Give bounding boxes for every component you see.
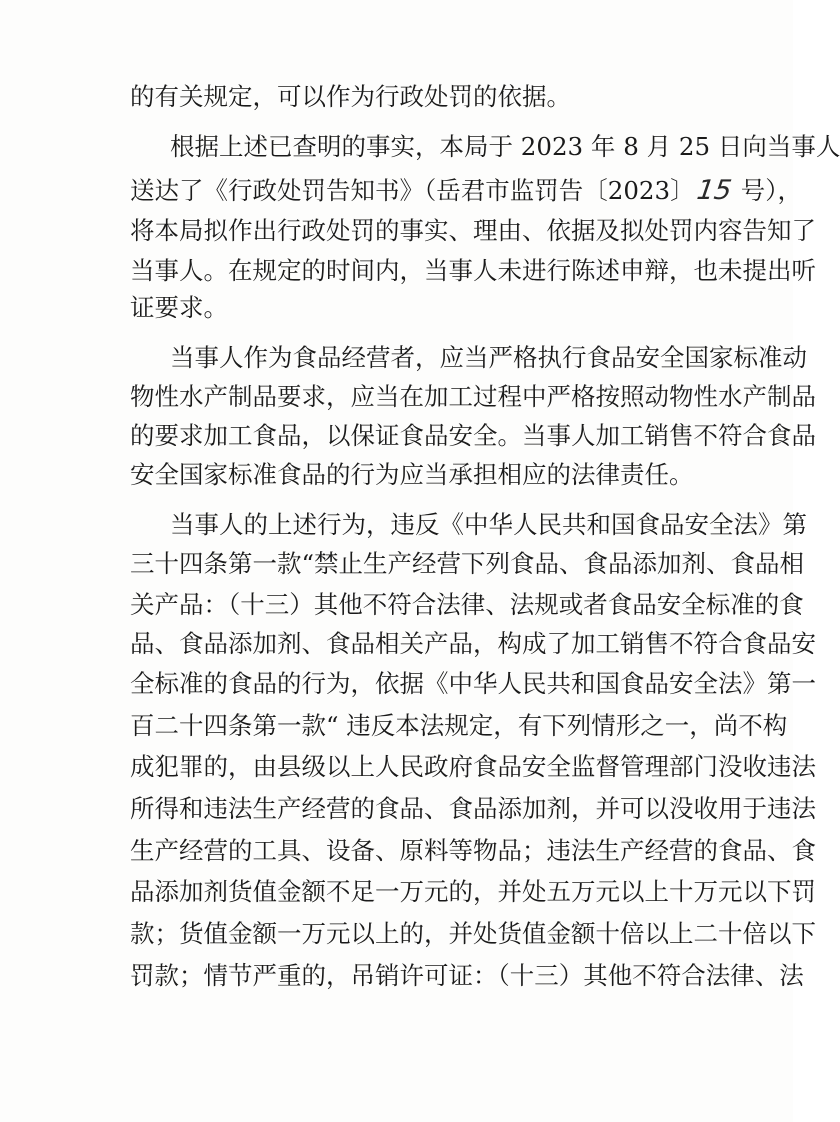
text-line: 款；货值金额一万元以上的，并处货值金额十倍以上二十倍以下 bbox=[130, 919, 816, 948]
text-line: 的有关规定，可以作为行政处罚的依据。 bbox=[130, 82, 571, 111]
text-line: 当事人作为食品经营者，应当严格执行食品安全国家标准动 bbox=[170, 343, 807, 372]
text-line: 根据上述已查明的事实，本局于 2023 年 8 月 25 日向当事人 bbox=[170, 132, 840, 161]
text-line: 所得和违法生产经营的食品、食品添加剂，并可以没收用于违法 bbox=[130, 794, 816, 823]
text-line: 当事人的上述行为，违反《中华人民共和国食品安全法》第 bbox=[170, 510, 807, 539]
text-line: 罚款；情节严重的，吊销许可证：（十三）其他不符合法律、法 bbox=[130, 961, 804, 990]
text-line: 安全国家标准食品的行为应当承担相应的法律责任。 bbox=[130, 460, 694, 489]
text-line: 证要求。 bbox=[130, 293, 228, 322]
text-segment: 送达了《行政处罚告知书》（岳君市监罚告〔2023〕 bbox=[130, 176, 695, 205]
text-line: 当事人。在规定的时间内，当事人未进行陈述申辩，也未提出听 bbox=[130, 256, 816, 285]
text-line bbox=[130, 176, 802, 206]
text-line: 的要求加工食品，以保证食品安全。当事人加工销售不符合食品 bbox=[130, 421, 816, 450]
handwritten-number: 15 bbox=[694, 175, 734, 206]
text-line: 成犯罪的，由县级以上人民政府食品安全监督管理部门没收违法 bbox=[130, 752, 816, 781]
text-line: 全标准的食品的行为，依据《中华人民共和国食品安全法》第一 bbox=[130, 669, 816, 698]
text-segment: 号）， bbox=[732, 176, 803, 205]
text-line: 品、食品添加剂、食品相关产品，构成了加工销售不符合食品安 bbox=[130, 629, 816, 658]
text-line: 百二十四条第一款“ 违反本法规定，有下列情形之一，尚不构 bbox=[130, 711, 788, 740]
text-line: 品添加剂货值金额不足一万元的，并处五万元以上十万元以下罚 bbox=[130, 877, 816, 906]
text-line: 将本局拟作出行政处罚的事实、理由、依据及拟处罚内容告知了 bbox=[130, 216, 816, 245]
text-line: 生产经营的工具、设备、原料等物品；违法生产经营的食品、食 bbox=[130, 836, 816, 865]
text-line: 关产品：（十三）其他不符合法律、法规或者食品安全标准的食 bbox=[130, 590, 804, 619]
text-line: 三十四条第一款“禁止生产经营下列食品、食品添加剂、食品相 bbox=[130, 549, 805, 578]
text-line: 物性水产制品要求，应当在加工过程中严格按照动物性水产制品 bbox=[130, 382, 816, 411]
